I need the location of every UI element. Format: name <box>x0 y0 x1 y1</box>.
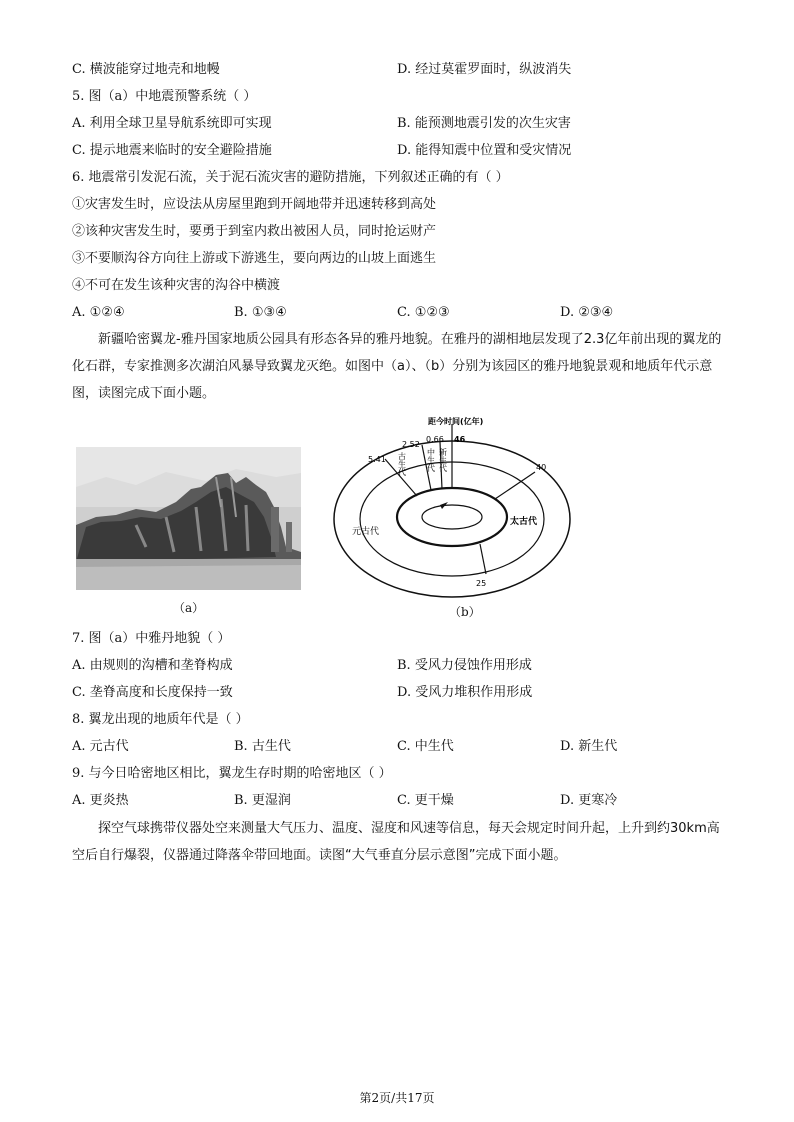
q5-stem: 5. 图（a）中地震预警系统（ ） <box>72 89 257 104</box>
q6-option-d: D. ②③④ <box>560 305 614 320</box>
label-paleozoic: 古生代 <box>397 452 407 476</box>
q6-option-b: B. ①③④ <box>234 305 287 320</box>
q6-statement-2: ②该种灾害发生时，要勇于到室内救出被困人员，同时抢运财产 <box>72 224 437 239</box>
q5-option-d: D. 能得知震中位置和受灾情况 <box>397 143 572 158</box>
tick-46: 46 <box>454 435 466 444</box>
time-axis-title: 距今时间(亿年) <box>428 417 484 426</box>
q9-option-a: A. 更炎热 <box>72 793 129 808</box>
q5-option-b: B. 能预测地震引发的次生灾害 <box>397 116 571 131</box>
label-proterozoic: 元古代 <box>352 527 380 537</box>
label-mesozoic: 中生代 <box>426 448 436 472</box>
q9-option-b: B. 更湿润 <box>234 793 291 808</box>
page-number: 第2页/共17页 <box>359 1091 435 1105</box>
q7-option-b: B. 受风力侵蚀作用形成 <box>397 658 532 673</box>
tick-541: 5.41 <box>368 455 386 464</box>
inner-ring <box>397 488 507 546</box>
q7-option-d: D. 受风力堆积作用形成 <box>397 685 533 700</box>
yardang-landform-photo <box>76 447 301 590</box>
q8-option-c: C. 中生代 <box>397 739 454 754</box>
q6-statement-1: ①灾害发生时，应设法从房屋里跑到开阔地带并迅速转移到高处 <box>72 197 437 212</box>
q6-statement-3: ③不要顺沟谷方向往上游或下游逃生，要向两边的山坡上面逃生 <box>72 251 437 266</box>
q8-option-b: B. 古生代 <box>234 739 291 754</box>
passage-radiosonde: 探空气球携带仪器处空来测量大气压力、温度、湿度和风速等信息，每天会规定时间升起，上升到约30km高空后自行爆裂，仪器通过降落伞带回地面。读图“大气垂直分层示意图”完成下面小题。 <box>72 821 720 863</box>
q4-option-d: D. 经过莫霍罗面时，纵波消失 <box>397 62 572 77</box>
tick-25: 25 <box>476 579 487 588</box>
q9-option-d: D. 更寒冷 <box>560 793 618 808</box>
passage-yardang: 新疆哈密翼龙-雅丹国家地质公园具有形态各异的雅丹地貌。在雅丹的湖相地层发现了2.3亿年前出现的翼龙的化石群，专家推测多次湖泊风暴导致翼龙灭绝。如图中（a）、（b）分别为该园区的雅丹地貌景观和地质年代示意图，读图完成下面小题。 <box>72 332 722 401</box>
q7-stem: 7. 图（a）中雅丹地貌（ ） <box>72 631 231 646</box>
q7-option-a: A. 由规则的沟槽和垄脊构成 <box>72 658 233 673</box>
q7-option-c: C. 垄脊高度和长度保持一致 <box>72 685 233 700</box>
q6-option-c: C. ①②③ <box>397 305 450 320</box>
label-cenozoic: 新生代 <box>438 448 448 472</box>
q5-option-c: C. 提示地震来临时的安全避险措施 <box>72 143 272 158</box>
tick-252: 2.52 <box>402 440 420 449</box>
tick-066: 0.66 <box>426 435 444 444</box>
q8-option-d: D. 新生代 <box>560 739 618 754</box>
q6-stem: 6. 地震常引发泥石流，关于泥石流灾害的避防措施，下列叙述正确的有（ ） <box>72 170 509 185</box>
q9-option-c: C. 更干燥 <box>397 793 454 808</box>
q9-stem: 9. 与今日哈密地区相比，翼龙生存时期的哈密地区（ ） <box>72 766 392 781</box>
q6-statement-4: ④不可在发生该种灾害的沟谷中横渡 <box>72 278 281 293</box>
caption-b: （b） <box>449 605 481 619</box>
q4-option-c: C. 横波能穿过地壳和地幔 <box>72 62 220 77</box>
q5-option-a: A. 利用全球卫星导航系统即可实现 <box>72 116 272 131</box>
q6-option-a: A. ①②④ <box>72 305 125 320</box>
q8-option-a: A. 元古代 <box>72 739 129 754</box>
label-archean: 太古代 <box>510 517 538 527</box>
tick-40: 40 <box>536 463 547 472</box>
q8-stem: 8. 翼龙出现的地质年代是（ ） <box>72 712 249 727</box>
geologic-time-diagram <box>330 414 580 600</box>
caption-a: （a） <box>173 601 205 615</box>
